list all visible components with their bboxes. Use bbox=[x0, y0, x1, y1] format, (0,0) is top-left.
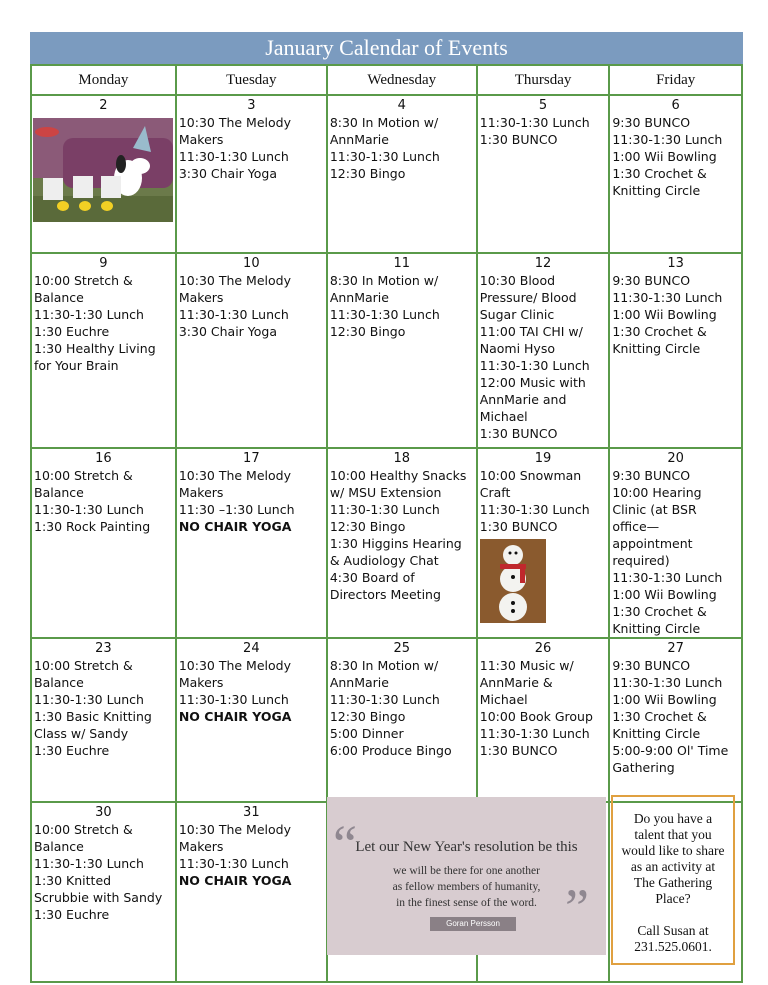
day-cell bbox=[327, 95, 477, 253]
event-list: 10:30 The Melody Makers 11:30-1:30 Lunch 3:30 Chair Yoga bbox=[178, 115, 291, 181]
weekday-friday: Friday bbox=[609, 65, 742, 95]
day-cell bbox=[176, 802, 327, 982]
day-number: 2 bbox=[99, 98, 108, 113]
day-cell bbox=[31, 802, 176, 982]
day-cell bbox=[176, 253, 327, 448]
day-number: 17 bbox=[243, 451, 260, 466]
week-row-3 bbox=[31, 448, 742, 638]
week-row-2 bbox=[31, 253, 742, 448]
day-cell bbox=[327, 448, 477, 638]
day-number: 10 bbox=[243, 256, 260, 271]
day-number: 19 bbox=[534, 451, 552, 466]
day-cell bbox=[477, 253, 610, 448]
event-list: 10:30 Blood Pressure/ Blood Sugar Clinic 11:00 TAI CHI w/ Naomi Hyso 11:30-1:30 Lunch 12:00 Music with AnnMarie and Michael 1:30 BUNCO bbox=[479, 273, 590, 441]
weekday-tuesday: Tuesday bbox=[176, 65, 327, 95]
event-list: 9:30 BUNCO 11:30-1:30 Lunch 1:00 Wii Bowling 1:30 Crochet & Knitting Circle bbox=[612, 115, 723, 198]
week-row-1 bbox=[31, 95, 742, 253]
day-cell bbox=[477, 95, 610, 253]
event-list: 11:30-1:30 Lunch 1:30 BUNCO bbox=[479, 115, 590, 147]
quote-card bbox=[327, 797, 606, 955]
event-list: 10:00 Stretch & Balance 11:30-1:30 Lunch 1:30 Basic Knitting Class w/ Sandy 1:30 Euchre bbox=[34, 658, 152, 758]
day-cell bbox=[327, 253, 477, 448]
day-number: 23 bbox=[95, 641, 112, 656]
weekday-thursday: Thursday bbox=[477, 65, 610, 95]
day-number: 3 bbox=[247, 98, 256, 113]
day-number: 27 bbox=[667, 641, 684, 656]
no-chair-yoga-notice: NO CHAIR YOGA bbox=[178, 873, 292, 888]
day-number: 5 bbox=[538, 98, 548, 113]
day-cell bbox=[609, 638, 742, 802]
event-list: 10:00 Snowman Craft 11:30-1:30 Lunch 1:30 BUNCO bbox=[479, 468, 590, 534]
weekday-monday: Monday bbox=[31, 65, 176, 95]
weekday-wednesday: Wednesday bbox=[327, 65, 477, 95]
event-list: 9:30 BUNCO 11:30-1:30 Lunch 1:00 Wii Bowling 1:30 Crochet & Knitting Circle 5:00-9:00 Ol' Time Gathering bbox=[612, 658, 729, 775]
day-cell bbox=[609, 95, 742, 253]
open-quote-mark: “ bbox=[333, 814, 357, 874]
day-number: 18 bbox=[393, 451, 411, 466]
event-list: 10:00 Healthy Snacks w/ MSU Extension 11:30-1:30 Lunch 12:30 Bingo 1:30 Higgins Hearing & Audiology Chat 4:30 Board of Directors Meeting bbox=[329, 468, 467, 602]
event-list: 8:30 In Motion w/ AnnMarie 11:30-1:30 Lunch 12:30 Bingo 5:00 Dinner 6:00 Produce Bingo bbox=[329, 658, 452, 758]
day-number: 16 bbox=[95, 451, 112, 466]
day-cell bbox=[609, 253, 742, 448]
snowman-image bbox=[480, 539, 546, 623]
event-list: 10:30 The Melody Makers 11:30 –1:30 Lunch bbox=[178, 468, 295, 517]
event-list: 9:30 BUNCO 10:00 Hearing Clinic (at BSR office—appointment required) 11:30-1:30 Lunch 1:00 Wii Bowling 1:30 Crochet & Knitting Circle bbox=[612, 468, 723, 636]
quote-author: Goran Persson bbox=[430, 917, 516, 931]
day-cell bbox=[176, 95, 327, 253]
day-cell bbox=[176, 448, 327, 638]
quote-body: we will be there for one another as fellow members of humanity, in the finest sense of the word. bbox=[392, 865, 541, 909]
day-number: 6 bbox=[671, 98, 680, 113]
day-number: 30 bbox=[95, 805, 112, 820]
day-cell bbox=[609, 448, 742, 638]
day-cell bbox=[31, 253, 176, 448]
day-number: 31 bbox=[243, 805, 260, 820]
day-cell bbox=[31, 448, 176, 638]
event-list: 10:00 Stretch & Balance 11:30-1:30 Lunch 1:30 Knitted Scrubbie with Sandy 1:30 Euchre bbox=[34, 822, 163, 922]
calendar-title: January Calendar of Events bbox=[30, 32, 743, 64]
no-chair-yoga-notice: NO CHAIR YOGA bbox=[178, 709, 292, 724]
event-list: 8:30 In Motion w/ AnnMarie 11:30-1:30 Lunch 12:30 Bingo bbox=[329, 273, 440, 339]
close-quote-mark: ” bbox=[565, 878, 589, 938]
day-number: 20 bbox=[667, 451, 684, 466]
event-list: 11:30 Music w/ AnnMarie & Michael 10:00 Book Group 11:30-1:30 Lunch 1:30 BUNCO bbox=[479, 658, 593, 758]
event-list: 10:30 The Melody Makers 11:30-1:30 Lunch 3:30 Chair Yoga bbox=[178, 273, 291, 339]
event-list: 10:30 The Melody Makers 11:30-1:30 Lunch bbox=[178, 658, 291, 707]
talent-callout: Do you have a talent that you would like to share as an activity at The Gathering Place? Call Susan at 231.525.0601. bbox=[611, 795, 735, 965]
event-list: 10:00 Stretch & Balance 11:30-1:30 Lunch 1:30 Euchre 1:30 Healthy Living for Your Brain bbox=[34, 273, 156, 373]
day-number: 11 bbox=[393, 256, 411, 271]
weekday-header-row bbox=[31, 65, 742, 95]
day-number: 24 bbox=[243, 641, 260, 656]
day-number: 12 bbox=[534, 256, 552, 271]
event-list: 8:30 In Motion w/ AnnMarie 11:30-1:30 Lunch 12:30 Bingo bbox=[329, 115, 440, 181]
day-cell bbox=[31, 638, 176, 802]
day-number: 9 bbox=[99, 256, 108, 271]
week-row-4 bbox=[31, 638, 742, 802]
no-chair-yoga-notice: NO CHAIR YOGA bbox=[178, 519, 292, 534]
day-cell bbox=[477, 448, 610, 638]
snoopy-image bbox=[33, 118, 173, 222]
day-number: 4 bbox=[397, 98, 406, 113]
quote-headline: Let our New Year's resolution be this bbox=[355, 839, 578, 855]
day-cell bbox=[477, 638, 610, 802]
day-number: 13 bbox=[667, 256, 684, 271]
day-cell bbox=[327, 638, 477, 802]
day-number: 25 bbox=[393, 641, 411, 656]
day-cell bbox=[176, 638, 327, 802]
event-list: 10:30 The Melody Makers 11:30-1:30 Lunch bbox=[178, 822, 291, 871]
day-cell bbox=[31, 95, 176, 253]
day-number: 26 bbox=[534, 641, 552, 656]
event-list: 10:00 Stretch & Balance 11:30-1:30 Lunch 1:30 Rock Painting bbox=[34, 468, 151, 534]
event-list: 9:30 BUNCO 11:30-1:30 Lunch 1:00 Wii Bowling 1:30 Crochet & Knitting Circle bbox=[612, 273, 723, 356]
